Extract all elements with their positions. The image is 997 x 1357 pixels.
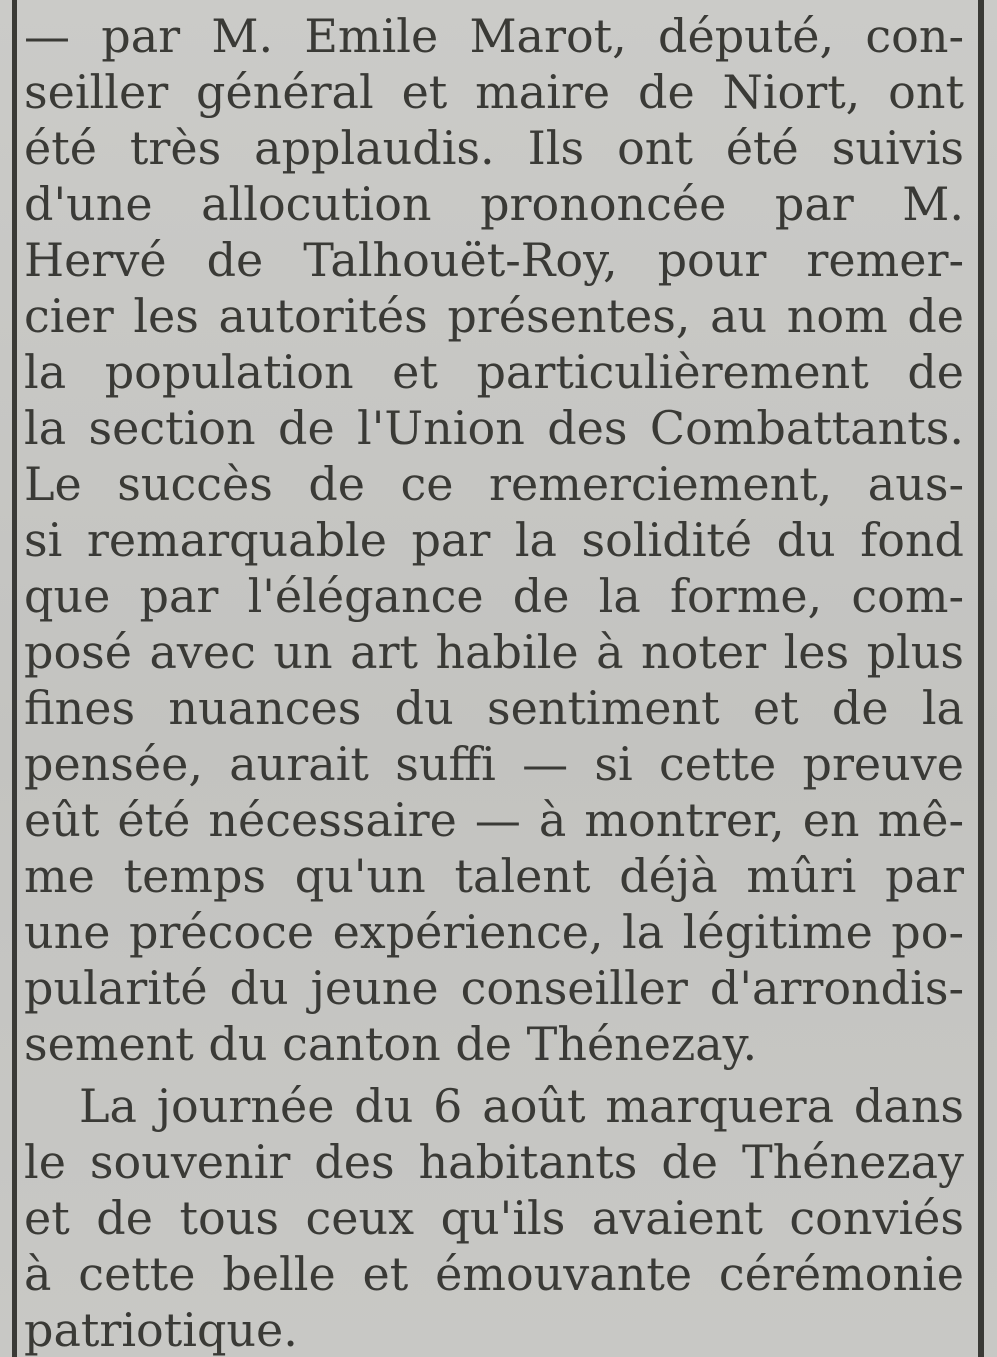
article-line: seiller général et maire de Niort, ont (24, 65, 964, 119)
article-line: fines nuances du sentiment et de la (24, 681, 964, 735)
article-line: pularité du jeune conseiller d'arrondis- (24, 961, 964, 1015)
column-rule-right (978, 0, 984, 1357)
article-line: et de tous ceux qu'ils avaient conviés (24, 1191, 964, 1245)
article-line: La journée du 6 août marquera dans (79, 1079, 964, 1133)
article-line: Le succès de ce remerciement, aus- (24, 457, 964, 511)
article-line: été très applaudis. Ils ont été suivis (24, 121, 964, 175)
article-column (24, 0, 964, 1357)
article-line: d'une allocution prononcée par M. (24, 177, 964, 231)
article-line: la population et particulièrement de (24, 345, 964, 399)
article-line: à cette belle et émouvante cérémonie (24, 1247, 964, 1301)
article-line: une précoce expérience, la légitime po- (24, 905, 964, 959)
article-line: eût été nécessaire — à montrer, en mê- (24, 793, 964, 847)
article-line: le souvenir des habitants de Thénezay (24, 1135, 964, 1189)
column-rule-left (12, 0, 17, 1357)
article-line: pensée, aurait suffi — si cette preuve (24, 737, 964, 791)
article-line: la section de l'Union des Combattants. (24, 401, 964, 455)
article-line: posé avec un art habile à noter les plus (24, 625, 964, 679)
article-line: Hervé de Talhouët-Roy, pour remer- (24, 233, 964, 287)
article-line: si remarquable par la solidité du fond (24, 513, 964, 567)
article-line: — par M. Emile Marot, député, con- (24, 9, 964, 63)
article-line: cier les autorités présentes, au nom de (24, 289, 964, 343)
article-line: patriotique. (24, 1303, 298, 1357)
article-line: que par l'élégance de la forme, com- (24, 569, 964, 623)
article-line: sement du canton de Thénezay. (24, 1017, 758, 1071)
article-line: me temps qu'un talent déjà mûri par (24, 849, 964, 903)
